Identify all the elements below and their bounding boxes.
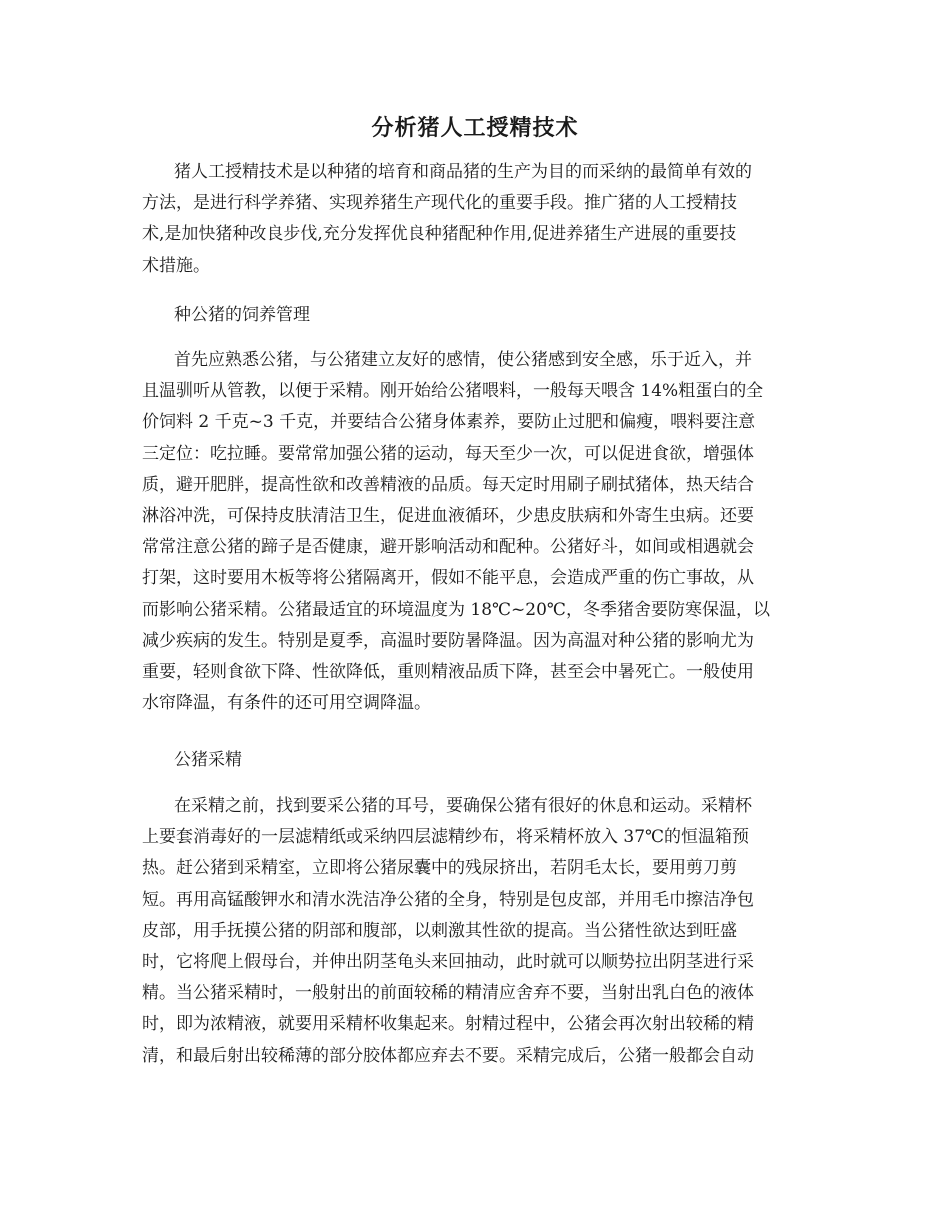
section2-line: 在采精之前，找到要采公猪的耳号，要确保公猪有很好的休息和运动。采精杯 xyxy=(174,796,752,816)
section1-line: 打架，这时要用木板等将公猪隔离开，假如不能平息，会造成严重的伤亡事故，从 xyxy=(142,568,754,589)
section2-line: 短。再用高锰酸钾水和清水洗洁净公猪的全身，特别是包皮部，并用毛巾擦洁净包 xyxy=(142,889,754,910)
document-title: 分析猪人工授精技术 xyxy=(371,115,579,141)
intro-line: 术措施。 xyxy=(142,255,210,276)
section2-line: 时，它将爬上假母台，并伸出阴茎龟头来回抽动，此时就可以顺势拉出阴茎进行采 xyxy=(142,951,754,972)
intro-line: 术,是加快猪种改良步伐,充分发挥优良种猪配种作用,促进养猪生产进展的重要技 xyxy=(142,224,737,245)
section2-paragraph xyxy=(142,791,812,1072)
section1-line: 水帘降温，有条件的还可用空调降温。 xyxy=(142,693,431,714)
section2-line: 上要套消毒好的一层滤精纸或采纳四层滤精纱布，将采精杯放入 37℃的恒温箱预 xyxy=(142,827,750,848)
section1-line: 价饲料 2 千克~3 千克，并要结合公猪身体素养，要防止过肥和偏瘦，喂料要注意 xyxy=(142,412,756,433)
section1-line: 重要，轻则食欲下降、性欲降低，重则精液品质下降，甚至会中暑死亡。一般使用 xyxy=(142,661,754,682)
intro-line: 猪人工授精技术是以种猪的培育和商品猪的生产为目的而采纳的最简单有效的 xyxy=(174,162,752,182)
section1-line: 三定位：吃拉睡。要常常加强公猪的运动，每天至少一次，可以促进食欲，增强体 xyxy=(142,443,754,464)
section-heading-boar-management: 种公猪的饲养管理 xyxy=(174,305,310,325)
section2-line: 皮部，用手抚摸公猪的阴部和腹部，以刺激其性欲的提高。当公猪性欲达到旺盛 xyxy=(142,920,737,941)
section1-paragraph xyxy=(142,345,812,719)
intro-paragraph xyxy=(142,157,812,282)
section2-line: 热。赶公猪到采精室，立即将公猪尿囊中的残尿挤出，若阴毛太长，要用剪刀剪 xyxy=(142,858,737,879)
section1-line: 而影响公猪采精。公猪最适宜的环境温度为 18℃~20℃，冬季猪舍要防寒保温，以 xyxy=(142,599,770,620)
section-heading-semen-collection: 公猪采精 xyxy=(174,750,242,770)
section1-line: 首先应熟悉公猪，与公猪建立友好的感情，使公猪感到安全感，乐于近入，并 xyxy=(174,350,752,370)
section1-line: 质，避开肥胖，提高性欲和改善精液的品质。每天定时用刷子刷拭猪体，热天结合 xyxy=(142,474,754,495)
section2-line: 精。当公猪采精时，一般射出的前面较稀的精清应舍弃不要，当射出乳白色的液体 xyxy=(142,983,754,1004)
section2-line: 时，即为浓精液，就要用采精杯收集起来。射精过程中，公猪会再次射出较稀的精 xyxy=(142,1014,754,1035)
section1-line: 且温驯听从管教，以便于采精。刚开始给公猪喂料，一般每天喂含 14%粗蛋白的全 xyxy=(142,381,764,402)
section1-line: 减少疾病的发生。特别是夏季，高温时要防暑降温。因为高温对种公猪的影响尤为 xyxy=(142,630,754,651)
section1-line: 常常注意公猪的蹄子是否健康，避开影响活动和配种。公猪好斗，如间或相遇就会 xyxy=(142,537,754,558)
intro-line: 方法，是进行科学养猪、实现养猪生产现代化的重要手段。推广猪的人工授精技 xyxy=(142,193,737,214)
section1-line: 淋浴冲洗，可保持皮肤清洁卫生，促进血液循环，少患皮肤病和外寄生虫病。还要 xyxy=(142,505,754,526)
section2-line: 清，和最后射出较稀薄的部分胶体都应弃去不要。采精完成后，公猪一般都会自动 xyxy=(142,1045,754,1066)
